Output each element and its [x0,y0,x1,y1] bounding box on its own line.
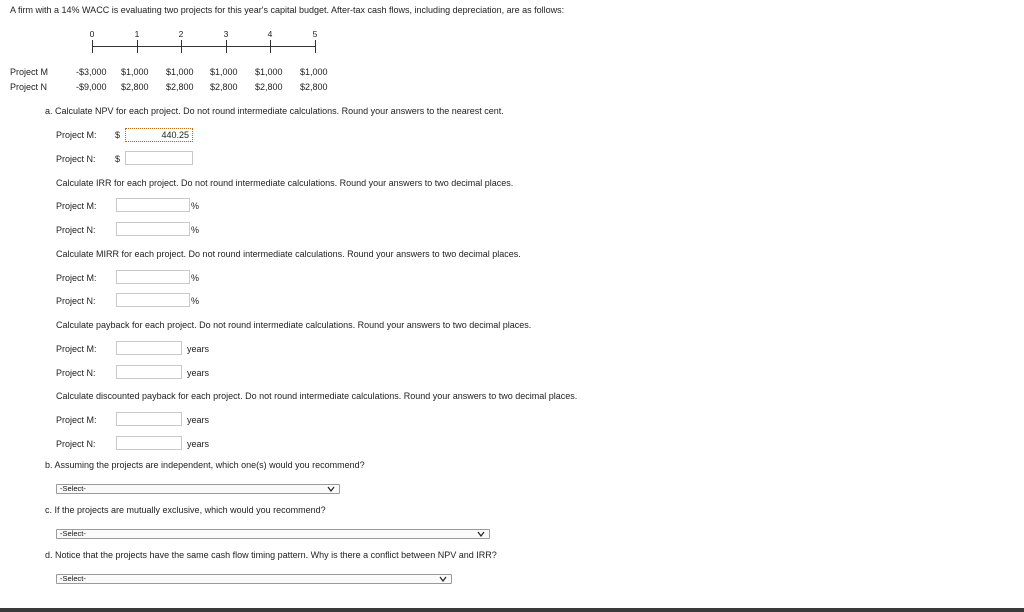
project-m-cf-3: $1,000 [210,67,238,77]
timeline-tick [315,40,316,53]
timeline-period-5: 5 [312,29,318,39]
discounted-payback-question: Calculate discounted payback for each project. Do not round intermediate calculations. Round your answers to two decimal places. [56,391,578,401]
mirr-m-label: Project M: [56,273,97,283]
project-m-cf-1: $1,000 [121,67,149,77]
payback-m-unit: years [187,344,210,354]
mirr-n-unit: % [191,296,200,306]
project-m-cf-2: $1,000 [166,67,194,77]
npv-m-label: Project M: [56,130,97,140]
timeline-period-2: 2 [178,29,184,39]
timeline-tick [137,40,138,53]
irr-m-input[interactable] [116,198,190,212]
npv-irr-conflict-question: d. Notice that the projects have the same cash flow timing pattern. Why is there a conflict between NPV and IRR? [45,550,497,560]
irr-n-label: Project N: [56,225,96,235]
npv-m-input[interactable] [125,128,193,142]
payback-n-label: Project N: [56,368,96,378]
npv-question: a. Calculate NPV for each project. Do not round intermediate calculations. Round your answers to the nearest cent. [45,106,504,116]
timeline-tick [92,40,93,53]
chevron-down-icon [438,575,448,583]
problem-intro: A firm with a 14% WACC is evaluating two projects for this year's capital budget. After-tax cash flows, including depreciation, are as follows: [10,5,565,15]
mutually-exclusive-select-value: -Select- [60,529,86,538]
mirr-n-input[interactable] [116,293,190,307]
timeline-axis [92,46,316,47]
npv-irr-conflict-select[interactable] [56,574,452,584]
project-m-cf-4: $1,000 [255,67,283,77]
chevron-down-icon [476,530,486,538]
npv-n-input[interactable] [125,151,193,165]
chevron-down-icon [326,485,336,493]
mutually-exclusive-question: c. If the projects are mutually exclusive, which would you recommend? [45,505,326,515]
project-n-cf-3: $2,800 [210,82,238,92]
discounted-payback-m-input[interactable] [116,412,182,426]
discounted-payback-n-unit: years [187,439,210,449]
irr-m-label: Project M: [56,201,97,211]
bottom-border [0,608,1024,612]
timeline-tick [181,40,182,53]
payback-m-label: Project M: [56,344,97,354]
independent-question: b. Assuming the projects are independent, which one(s) would you recommend? [45,460,365,470]
project-m-cf-5: $1,000 [300,67,328,77]
irr-n-input[interactable] [116,222,190,236]
timeline-period-4: 4 [267,29,273,39]
payback-n-unit: years [187,368,210,378]
timeline-period-0: 0 [89,29,95,39]
project-m-cf-0: -$3,000 [76,67,107,77]
timeline-period-1: 1 [134,29,140,39]
project-n-cf-4: $2,800 [255,82,283,92]
mirr-m-input[interactable] [116,270,190,284]
project-n-cf-0: -$9,000 [76,82,107,92]
irr-question: Calculate IRR for each project. Do not round intermediate calculations. Round your answers to two decimal places. [56,178,514,188]
mirr-m-unit: % [191,273,200,283]
project-n-label: Project N [10,82,48,92]
project-n-cf-5: $2,800 [300,82,328,92]
independent-select[interactable] [56,484,340,494]
npv-m-dollar: $ [115,130,121,140]
discounted-payback-n-input[interactable] [116,436,182,450]
discounted-payback-m-unit: years [187,415,210,425]
independent-select-value: -Select- [60,484,86,493]
project-n-cf-1: $2,800 [121,82,149,92]
payback-n-input[interactable] [116,365,182,379]
timeline-tick [270,40,271,53]
payback-question: Calculate payback for each project. Do not round intermediate calculations. Round your answers to two decimal places. [56,320,532,330]
payback-m-input[interactable] [116,341,182,355]
project-n-cf-2: $2,800 [166,82,194,92]
npv-n-label: Project N: [56,154,96,164]
npv-n-dollar: $ [115,154,121,164]
discounted-payback-m-label: Project M: [56,415,97,425]
mirr-n-label: Project N: [56,296,96,306]
mirr-question: Calculate MIRR for each project. Do not round intermediate calculations. Round your answers to two decimal places. [56,249,521,259]
timeline-period-3: 3 [223,29,229,39]
irr-m-unit: % [191,201,200,211]
project-m-label: Project M [10,67,49,77]
npv-irr-conflict-select-value: -Select- [60,574,86,583]
mutually-exclusive-select[interactable] [56,529,490,539]
discounted-payback-n-label: Project N: [56,439,96,449]
timeline-tick [226,40,227,53]
irr-n-unit: % [191,225,200,235]
